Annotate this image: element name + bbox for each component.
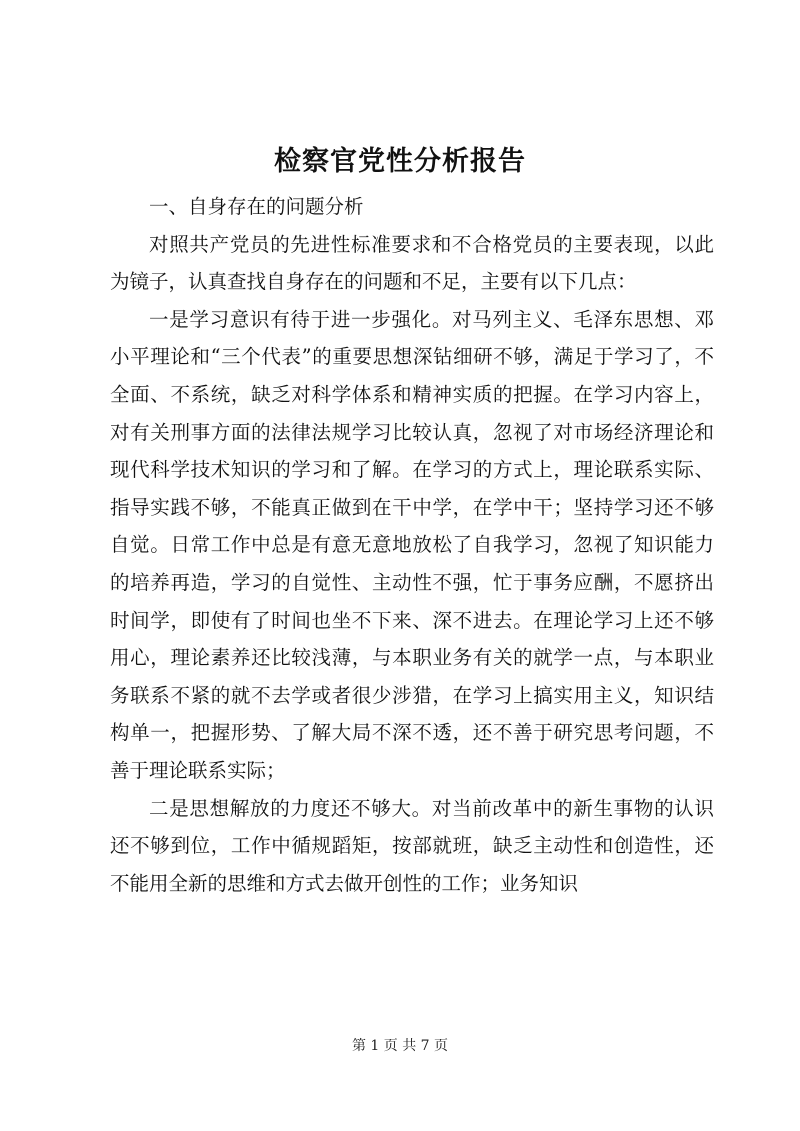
body-paragraph: 二是思想解放的力度还不够大。对当前改革中的新生事物的认识还不够到位，工作中循规蹈矩，按部就班，缺乏主动性和创造性，还不能用全新的思维和方式去做开创性的工作；业务知识 [110,796,714,895]
page-footer: 第 1 页 共 7 页 [351,1038,449,1054]
document-title: 检察官党性分析报告 [274,146,526,177]
body-paragraph: 对照共产党员的先进性标准要求和不合格党员的主要表现，以此为镜子，认真查找自身存在的问题和不足，主要有以下几点： [110,232,714,294]
body-paragraph: 一是学习意识有待于进一步强化。对马列主义、毛泽东思想、邓小平理论和“三个代表”的重要思想深钻细研不够，满足于学习了，不全面、不系统，缺乏对科学体系和精神实质的把握。在学习内容上，对有关刑事方面的法律法规学习比较认真，忽视了对市场经济理论和现代科学技术知识的学习和了解。在学习的方式上，理论联系实际、指导实践不够，不能真正做到在干中学，在学中干；坚持学习还不够自觉。日常工作中总是有意无意地放松了自我学习，忽视了知识能力的培养再造，学习的自觉性、主动性不强，忙于事务应酬，不愿挤出时间学，即使有了时间也坐不下来、深不进去。在理论学习上还不够用心，理论素养还比较浅薄，与本职业务有关的就学一点，与本职业务联系不紧的就不去学或者很少涉猎，在学习上搞实用主义，知识结构单一，把握形势、了解大局不深不透，还不善于研究思考问题，不善于理论联系实际； [110,307,714,782]
section-heading: 一、自身存在的问题分析 [149,195,364,218]
document-body [110,188,714,902]
